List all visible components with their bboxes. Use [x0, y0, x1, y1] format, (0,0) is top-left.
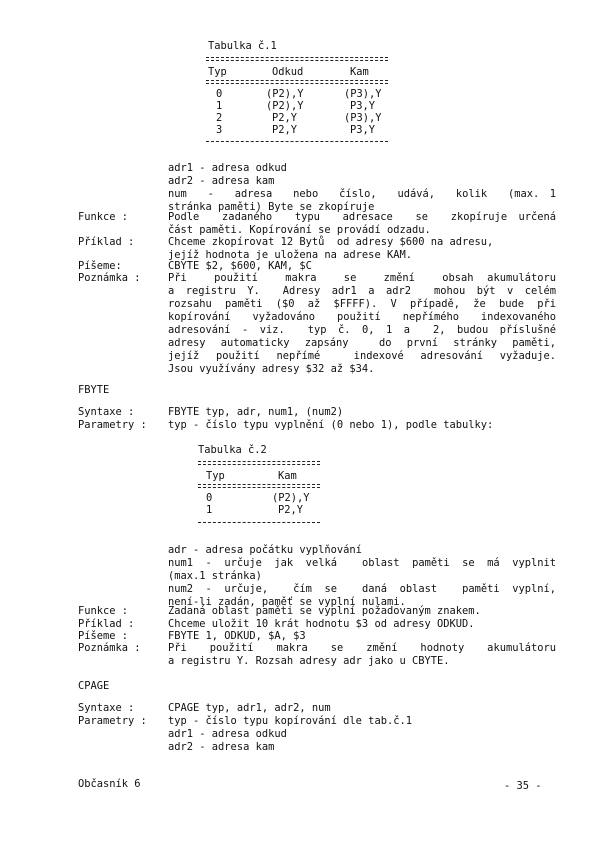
table2-rule-top: [198, 461, 320, 462]
table2-rule-mid2: [198, 487, 320, 488]
param-line: adr1 - adresa odkud: [168, 728, 287, 740]
table1-rule-top2: [206, 60, 388, 61]
table1-rule-mid: [206, 80, 388, 81]
table1-title: Tabulka č.1: [208, 40, 277, 52]
table1-header-typ: Typ: [208, 66, 227, 78]
param-line: adr2 - adresa kam: [168, 175, 275, 187]
table1-cell: 1: [216, 100, 223, 112]
priklad-text: Chceme zkopírovat 12 Bytů od adresy $600 na adresu,: [168, 236, 494, 248]
syntaxe-label: Syntaxe :: [78, 406, 135, 418]
poznamka-text: rozsahu paměti ($0 až $FFFF). V případě, že bude při: [168, 298, 556, 310]
poznamka-text: Jsou využívány adresy $32 až $34.: [168, 363, 375, 375]
param-line: adr - adresa počátku vyplňování: [168, 544, 362, 556]
table1-cell: P3,Y: [350, 100, 376, 112]
table2-header-typ: Typ: [206, 470, 225, 482]
poznamka-text: a registru Y. Adresy adr1 a adr2 mohou být v celém: [168, 285, 556, 297]
table2-header-kam: Kam: [278, 470, 297, 482]
poznamka-text: Při použití makra se změní obsah akumulátoru: [168, 272, 556, 284]
table2-cell: 0: [206, 492, 213, 504]
poznamka-text: adresy automaticky zapsány do první stránky paměti,: [168, 337, 556, 349]
funkce-text: část paměti. Kopírování se provádí odzadu.: [168, 224, 431, 236]
poznamka-text: jejíž použití nepřímé indexové adresování vyžaduje.: [168, 350, 556, 362]
piseme-text: CBYTE $2, $600, KAM, $C: [168, 260, 312, 272]
priklad-label: Příklad :: [78, 236, 135, 248]
table1-cell: P2,Y: [272, 124, 298, 136]
poznamka-text: adresování - viz. typ č. 0, 1 a 2, budou příslušné: [168, 324, 556, 336]
table1-cell: 0: [216, 88, 223, 100]
table1-cell: P3,Y: [350, 124, 376, 136]
table2-cell: 1: [206, 504, 213, 516]
parametry-text: typ - číslo typu vyplnění (0 nebo 1), podle tabulky:: [168, 419, 494, 431]
param-line: (max.1 stránka): [168, 570, 262, 582]
table1-cell: (P3),Y: [344, 88, 382, 100]
poznamka-text: a registru Y. Rozsah adresy adr jako u CBYTE.: [168, 655, 450, 667]
table1-rule-mid2: [206, 83, 388, 84]
table1-header-odkud: Odkud: [272, 66, 304, 78]
section-heading-fbyte: FBYTE: [78, 384, 110, 396]
priklad-label: Příklad :: [78, 618, 135, 630]
funkce-label: Funkce :: [78, 605, 129, 617]
param-line: num - adresa nebo číslo, udává, kolik (max. 1: [168, 188, 556, 200]
footer-publication: Občasník 6: [78, 778, 141, 790]
table1-rule-bottom: [206, 141, 388, 142]
page-number: - 35 -: [504, 780, 542, 792]
table2-rule-mid: [198, 484, 320, 485]
funkce-text: Zadaná oblast paměti se vyplní požadovaným znakem.: [168, 605, 481, 617]
param-line: stránka paměti) Byte se zkopíruje: [168, 201, 375, 213]
table1-cell: (P3),Y: [344, 112, 382, 124]
param-line: adr2 - adresa kam: [168, 741, 275, 753]
poznamka-text: Při použití makra se změní hodnoty akumulátoru: [168, 642, 556, 654]
syntaxe-text: FBYTE typ, adr, num1, (num2): [168, 406, 344, 418]
syntaxe-text: CPAGE typ, adr1, adr2, num: [168, 702, 331, 714]
table1-cell: (P2),Y: [266, 88, 304, 100]
table1-rule-top: [206, 57, 388, 58]
table2-title: Tabulka č.2: [198, 444, 267, 456]
param-line: není-li zadán, paměť se vyplní nulami.: [168, 596, 406, 608]
poznamka-text: kopírování vyžadováno použití nepřímého indexovaného: [168, 311, 556, 323]
parametry-label: Parametry :: [78, 419, 147, 431]
param-line: adr1 - adresa odkud: [168, 162, 287, 174]
parametry-label: Parametry :: [78, 715, 147, 727]
table2-cell: (P2),Y: [272, 492, 310, 504]
section-heading-cpage: CPAGE: [78, 680, 110, 692]
table1-cell: (P2),Y: [266, 100, 304, 112]
poznamka-label: Poznámka :: [78, 272, 141, 284]
table1-cell: 2: [216, 112, 223, 124]
priklad-text: jejíž hodnota je uložena na adrese KAM.: [168, 249, 412, 261]
poznamka-label: Poznámka :: [78, 642, 141, 654]
syntaxe-label: Syntaxe :: [78, 702, 135, 714]
funkce-label: Funkce :: [78, 211, 129, 223]
table1-header-kam: Kam: [350, 66, 369, 78]
table2-cell: P2,Y: [278, 504, 304, 516]
piseme-text: FBYTE 1, ODKUD, $A, $3: [168, 630, 306, 642]
priklad-text: Chceme uložit 10 krát hodnotu $3 od adresy ODKUD.: [168, 618, 475, 630]
table1-cell: P2,Y: [272, 112, 298, 124]
table1-cell: 3: [216, 124, 223, 136]
param-line: num2 - určuje, čím se daná oblast paměti vyplní,: [168, 583, 556, 595]
parametry-text: typ - číslo typu kopírování dle tab.č.1: [168, 715, 412, 727]
piseme-label: Píšeme:: [78, 260, 122, 272]
piseme-label: Píšeme :: [78, 630, 129, 642]
table2-rule-top2: [198, 464, 320, 465]
funkce-text: Podle zadaného typu adresace se zkopíruje určená: [168, 211, 556, 223]
param-line: num1 - určuje jak velká oblast paměti se má vyplnit: [168, 557, 556, 569]
table2-rule-bottom: [198, 522, 320, 523]
